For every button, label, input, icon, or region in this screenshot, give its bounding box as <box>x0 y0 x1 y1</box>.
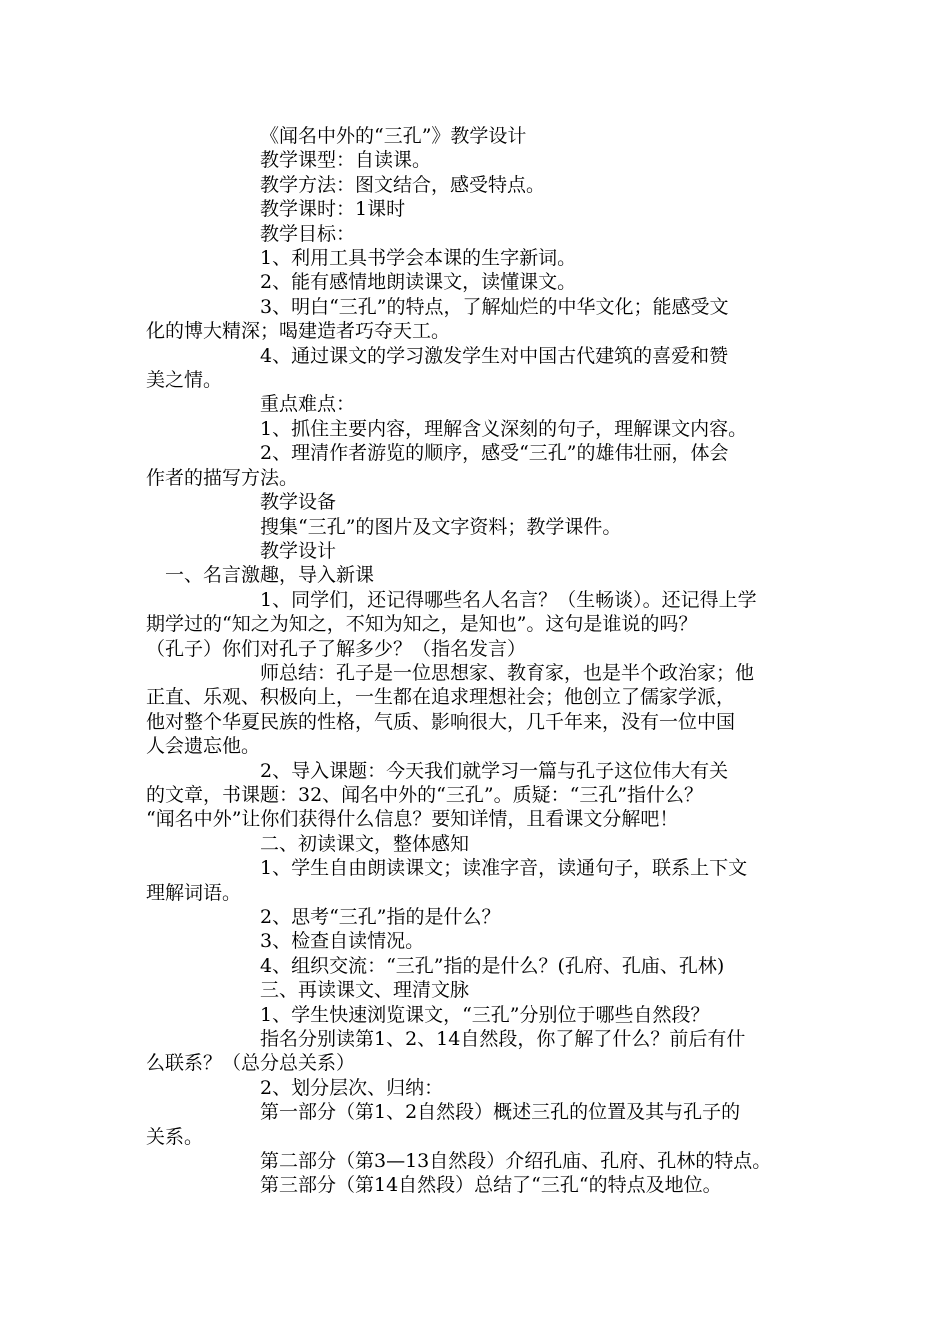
text-line: 2、思考“三孔”指的是什么？ <box>260 906 501 928</box>
text-line: 二、初读课文，整体感知 <box>260 832 470 855</box>
text-line: 第二部分（第3—13自然段）介绍孔庙、孔府、孔林的特点。 <box>260 1150 772 1173</box>
text-line: 么联系？（总分总关系） <box>146 1052 356 1075</box>
text-line: 2、能有感情地朗读课文，读懂课文。 <box>260 271 577 294</box>
text-line: 第三部分（第14自然段）总结了“三孔“的特点及地位。 <box>260 1174 722 1197</box>
text-line: 1、抓住主要内容，理解含义深刻的句子，理解课文内容。 <box>260 417 748 440</box>
document-body <box>146 124 818 1198</box>
text-line: 2、理清作者游览的顺序，感受“三孔”的雄伟壮丽，体会 <box>260 442 729 465</box>
text-line: 教学设计 <box>260 539 337 562</box>
text-line: 教学课型：自读课。 <box>260 149 432 172</box>
text-line: 教学设备 <box>260 491 337 514</box>
text-line: 指名分别读第1、2、14自然段，你了解了什么？前后有什 <box>260 1028 746 1051</box>
text-line: 人会遗忘他。 <box>146 735 261 758</box>
text-line: 三、再读课文、理清文脉 <box>260 979 470 1002</box>
text-line: 1、同学们，还记得哪些名人名言？（生畅谈）。还记得上学 <box>260 588 757 611</box>
text-line: （孔子）你们对孔子了解多少？（指名发言） <box>146 637 527 660</box>
text-line: 正直、乐观、积极向上，一生都在追求理想社会；他创立了儒家学派， <box>146 686 736 709</box>
text-line: 的文章，书课题：32、闻名中外的“三孔”。质疑：“三孔”指什么？ <box>146 783 704 806</box>
document-title: 《闻名中外的“三孔”》教学设计 <box>260 125 527 147</box>
text-line: 3、检查自读情况。 <box>260 930 425 953</box>
text-line: 重点难点： <box>260 393 356 416</box>
text-line: 第一部分（第1、2自然段）概述三孔的位置及其与孔子的 <box>260 1101 741 1124</box>
text-line: “闻名中外”让你们获得什么信息？要知详情，且看课文分解吧！ <box>146 808 679 831</box>
text-line: 2、划分层次、归纳： <box>260 1076 444 1099</box>
text-line: 1、利用工具书学会本课的生字新词。 <box>260 247 577 270</box>
text-line: 期学过的“知之为知之，不知为知之，是知也”。这句是谁说的吗？ <box>146 613 698 636</box>
text-line: 2、导入课题：今天我们就学习一篇与孔子这位伟大有关 <box>260 759 729 782</box>
text-line: 搜集“三孔”的图片及文字资料；教学课件。 <box>260 515 622 538</box>
text-line: 4、通过课文的学习激发学生对中国古代建筑的喜爱和赞 <box>260 344 729 367</box>
text-line: 教学目标： <box>260 222 356 245</box>
text-line: 关系。 <box>146 1125 204 1148</box>
text-line: 作者的描写方法。 <box>146 466 299 489</box>
text-line: 化的博大精深；喝建造者巧夺天工。 <box>146 320 451 343</box>
text-line: 一、名言激趣，导入新课 <box>165 564 375 587</box>
text-line: 教学课时：1课时 <box>260 198 406 221</box>
text-line: 美之情。 <box>146 369 223 392</box>
text-line: 理解词语。 <box>146 881 242 904</box>
text-line: 师总结：孔子是一位思想家、教育家，也是半个政治家；他 <box>260 661 755 684</box>
text-line: 教学方法：图文结合，感受特点。 <box>260 173 546 196</box>
text-line: 3、明白“三孔”的特点，了解灿烂的中华文化；能感受文 <box>260 295 729 318</box>
text-line: 他对整个华夏民族的性格，气质、影响很大，几千年来，没有一位中国 <box>146 710 736 733</box>
text-line: 1、学生快速浏览课文，“三孔”分别位于哪些自然段？ <box>260 1003 710 1026</box>
text-line: 1、学生自由朗读课文；读准字音，读通句子，联系上下文 <box>260 857 748 880</box>
text-line: 4、组织交流：“三孔”指的是什么？(孔府、孔庙、孔林) <box>260 954 725 977</box>
